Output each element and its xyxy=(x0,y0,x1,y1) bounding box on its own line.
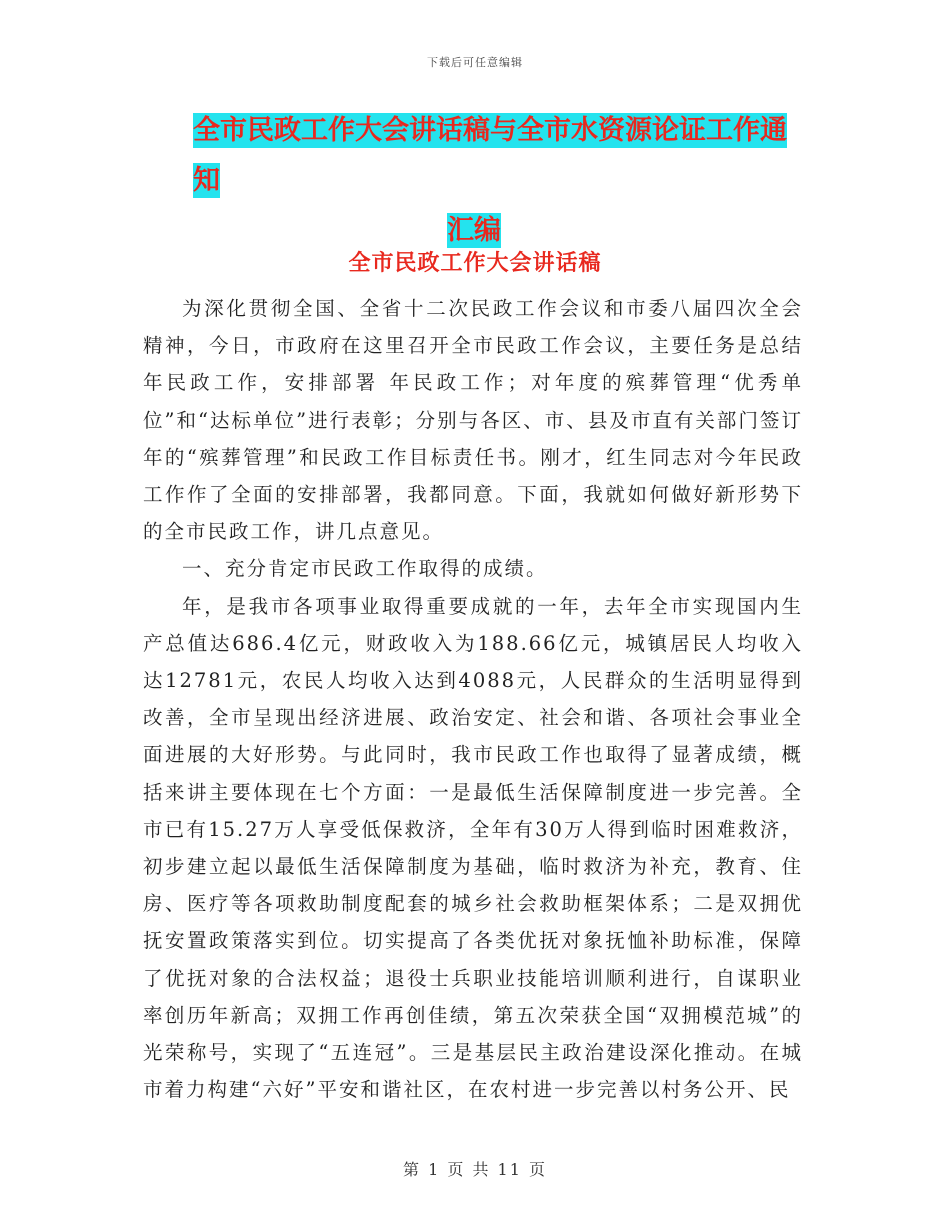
document-title-line-1: 全市民政工作大会讲话稿与全市水资源论证工作通知 xyxy=(193,115,787,196)
document-title xyxy=(193,106,805,256)
body-paragraph: 为深化贯彻全国、全省十二次民政工作会议和市委八届四次全会精神，今日，市政府在这里召开全市民政工作会议，主要任务是总结年民政工作，安排部署 年民政工作；对年度的殡葬管理“优秀单位”和“达标单位”进行表彰；分别与各区、市、县及市直有关部门签订年的“殡葬管理”和民政工作目标责任书。刚才，红生同志对今年民政工作作了全面的安排部署，我都同意。下面，我就如何做好新形势下的全市民政工作，讲几点意见。 xyxy=(143,297,803,544)
document-body xyxy=(143,290,803,1108)
document-title-line-2: 汇编 xyxy=(447,215,501,246)
section-title: 全市民政工作大会讲话稿 xyxy=(348,250,602,276)
body-paragraph: 年，是我市各项事业取得重要成就的一年，去年全市实现国内生产总值达686.4亿元，财政收入为188.66亿元，城镇居民人均收入达12781元，农民人均收入达到4088元，人民群众的生活明显得到改善，全市呈现出经济进展、政治安定、社会和谐、各项社会事业全面进展的大好形势。与此同时，我市民政工作也取得了显著成绩，概括来讲主要体现在七个方面：一是最低生活保障制度进一步完善。全市已有15.27万人享受低保救济，全年有30万人得到临时困难救济，初步建立起以最低生活保障制度为基础，临时救济为补充，教育、住房、医疗等各项救助制度配套的城乡社会救助框架体系；二是双拥优抚安置政策落实到位。切实提高了各类优抚对象抚恤补助标准，保障了优抚对象的合法权益；退役士兵职业技能培训顺利进行，自谋职业率创历年新高；双拥工作再创佳绩，第五次荣获全国“双拥模范城”的光荣称号，实现了“五连冠”。三是基层民主政治建设深化推动。在城市着力构建“六好”平安和谐社区，在农村进一步完善以村务公开、民 xyxy=(143,594,803,1102)
page-header-note: 下载后可任意编辑 xyxy=(427,56,523,69)
page-number-footer: 第 1 页 共 11 页 xyxy=(403,1160,547,1179)
body-paragraph: 一、充分肯定市民政工作取得的成绩。 xyxy=(182,557,548,581)
